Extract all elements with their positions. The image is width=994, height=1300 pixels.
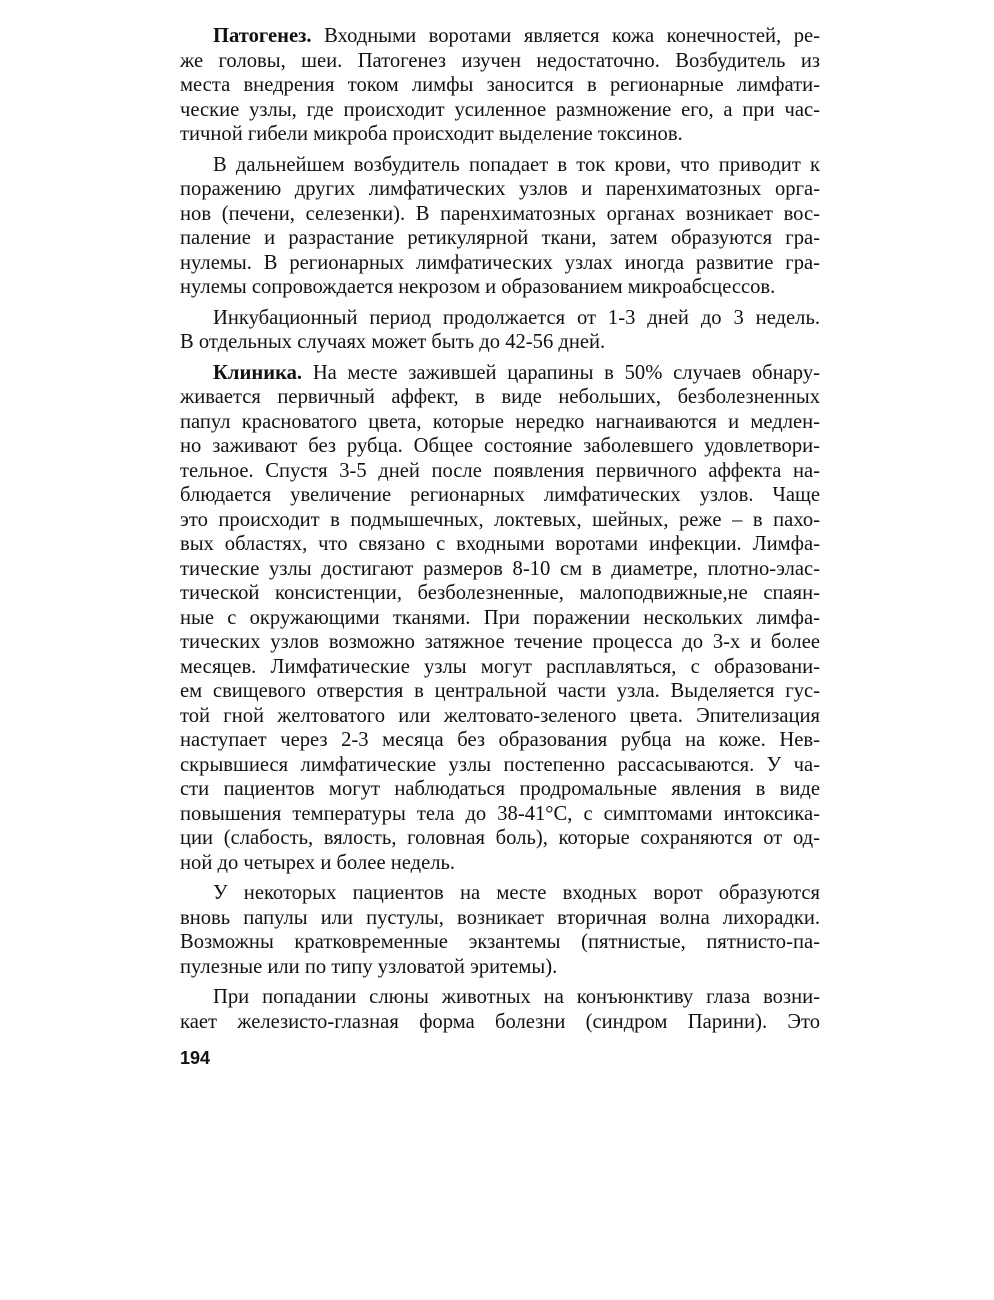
line-text: живается первичный аффект, в виде небольших, безболезненных <box>180 386 820 408</box>
line-text: но заживают без рубца. Общее состояние заболевшего удовлетвори- <box>180 435 820 457</box>
line-text: ной до четырех и более недель. <box>180 851 456 874</box>
line-text: наступает через 2-3 месяца без образования рубца на коже. Нев- <box>180 729 820 751</box>
line-text: блюдается увеличение регионарных лимфатических узлов. Чаще <box>180 484 820 506</box>
line-text: скрывшиеся лимфатические узлы постепенно рассасываются. У ча- <box>180 753 820 776</box>
line-text: кает железисто-глазная форма болезни (синдром Парини). Это <box>180 1010 820 1033</box>
text-line <box>180 177 820 202</box>
paragraph <box>180 985 820 1034</box>
text-line <box>180 434 820 459</box>
text-line <box>180 557 820 582</box>
text-line <box>180 410 820 435</box>
text-line <box>180 361 820 386</box>
paragraph <box>180 24 820 147</box>
line-text: В дальнейшем возбудитель попадает в ток крови, что приводит к <box>213 153 820 176</box>
line-text: тических узлов возможно затяжное течение процесса до 3-х и более <box>180 631 820 653</box>
line-text: Входными воротами является кожа конечностей, ре- <box>324 25 820 47</box>
text-line <box>180 202 820 227</box>
text-line <box>180 630 820 655</box>
text-line <box>180 122 820 147</box>
text-line <box>180 985 820 1010</box>
text-line <box>180 777 820 802</box>
line-text: ции (слабость, вялость, головная боль), которые сохраняются от од- <box>180 827 820 849</box>
line-text: нов (печени, селезенки). В паренхиматозных органах возникает вос- <box>180 202 820 225</box>
text-line <box>180 153 820 178</box>
line-text: ем свищевого отверстия в центральной части узла. Выделяется гус- <box>180 680 820 702</box>
text-line <box>180 851 820 876</box>
paragraph <box>180 306 820 355</box>
line-text: Возможны кратковременные экзантемы (пятнистые, пятнисто-па- <box>180 931 820 953</box>
text-line <box>180 1010 820 1035</box>
text-line <box>180 532 820 557</box>
line-text: При попадании слюны животных на конъюнктиву глаза возни- <box>213 986 820 1008</box>
line-text: месяцев. Лимфатические узлы могут расплавляться, с образовани- <box>180 655 820 678</box>
line-text: Инкубационный период продолжается от 1-3 дней до 3 недель. <box>213 306 820 329</box>
text-line <box>180 704 820 729</box>
text-line <box>180 459 820 484</box>
line-text: это происходит в подмышечных, локтевых, шейных, реже – в пахо- <box>180 508 820 531</box>
text-line <box>180 330 820 355</box>
text-line <box>180 275 820 300</box>
line-text: вых областях, что связано с входными воротами инфекции. Лимфа- <box>180 533 820 555</box>
text-line <box>180 955 820 980</box>
text-line <box>180 881 820 906</box>
line-text: На месте зажившей царапины в 50% случаев обнару- <box>312 361 820 384</box>
text-line <box>180 728 820 753</box>
line-text: тельное. Спустя 3-5 дней после появления первичного аффекта на- <box>180 459 820 482</box>
line-text: поражению других лимфатических узлов и паренхиматозных орга- <box>180 178 820 200</box>
line-text: тичной гибели микроба происходит выделение токсинов. <box>180 123 683 145</box>
text-line <box>180 251 820 276</box>
text-line <box>180 226 820 251</box>
line-text: ные с окружающими тканями. При поражении нескольких лимфа- <box>180 606 820 629</box>
line-text: пулезные или по типу узловатой эритемы). <box>180 955 558 978</box>
paragraph <box>180 881 820 979</box>
line-text: же головы, шеи. Патогенез изучен недостаточно. Возбудитель из <box>180 49 820 72</box>
text-line <box>180 655 820 680</box>
line-text: нулемы. В регионарных лимфатических узлах иногда развитие гра- <box>180 251 820 274</box>
text-line <box>180 606 820 631</box>
page-body-text <box>180 24 820 1040</box>
paragraph <box>180 153 820 300</box>
text-line <box>180 802 820 827</box>
line-text: тические узлы достигают размеров 8-10 см в диаметре, плотно-элас- <box>180 557 820 580</box>
text-line <box>180 753 820 778</box>
line-text: сти пациентов могут наблюдаться продромальные явления в виде <box>180 778 820 800</box>
line-text: паление и разрастание ретикулярной ткани, затем образуются гра- <box>180 227 820 249</box>
line-text: ческие узлы, где происходит усиленное размножение его, а при час- <box>180 98 820 121</box>
text-line <box>180 483 820 508</box>
text-line <box>180 49 820 74</box>
line-text: тической консистенции, безболезненные, малоподвижные,не спаян- <box>180 582 820 604</box>
line-text: той гной желтоватого или желтовато-зеленого цвета. Эпителизация <box>180 704 820 727</box>
text-line <box>180 906 820 931</box>
line-text: места внедрения током лимфы заносится в регионарные лимфати- <box>180 74 820 96</box>
text-line <box>180 826 820 851</box>
line-text: нулемы сопровождается некрозом и образованием микроабсцессов. <box>180 276 776 298</box>
text-line <box>180 73 820 98</box>
section-heading-run: Патогенез. <box>213 25 312 47</box>
line-text: вновь папулы или пустулы, возникает вторичная волна лихорадки. <box>180 906 820 929</box>
line-text: У некоторых пациентов на месте входных ворот образуются <box>213 882 820 904</box>
page-number: 194 <box>180 1048 211 1068</box>
section-heading-run: Клиника. <box>213 361 303 384</box>
text-line <box>180 679 820 704</box>
text-line <box>180 930 820 955</box>
text-line <box>180 24 820 49</box>
text-line <box>180 581 820 606</box>
text-line <box>180 98 820 123</box>
line-text: повышения температуры тела до 38-41°С, с симптомами интоксика- <box>180 802 820 825</box>
text-line <box>180 508 820 533</box>
line-text: В отдельных случаях может быть до 42-56 дней. <box>180 331 606 353</box>
text-line <box>180 385 820 410</box>
text-line <box>180 306 820 331</box>
line-text: папул красноватого цвета, которые нередко нагнаиваются и медлен- <box>180 410 820 433</box>
paragraph <box>180 361 820 876</box>
